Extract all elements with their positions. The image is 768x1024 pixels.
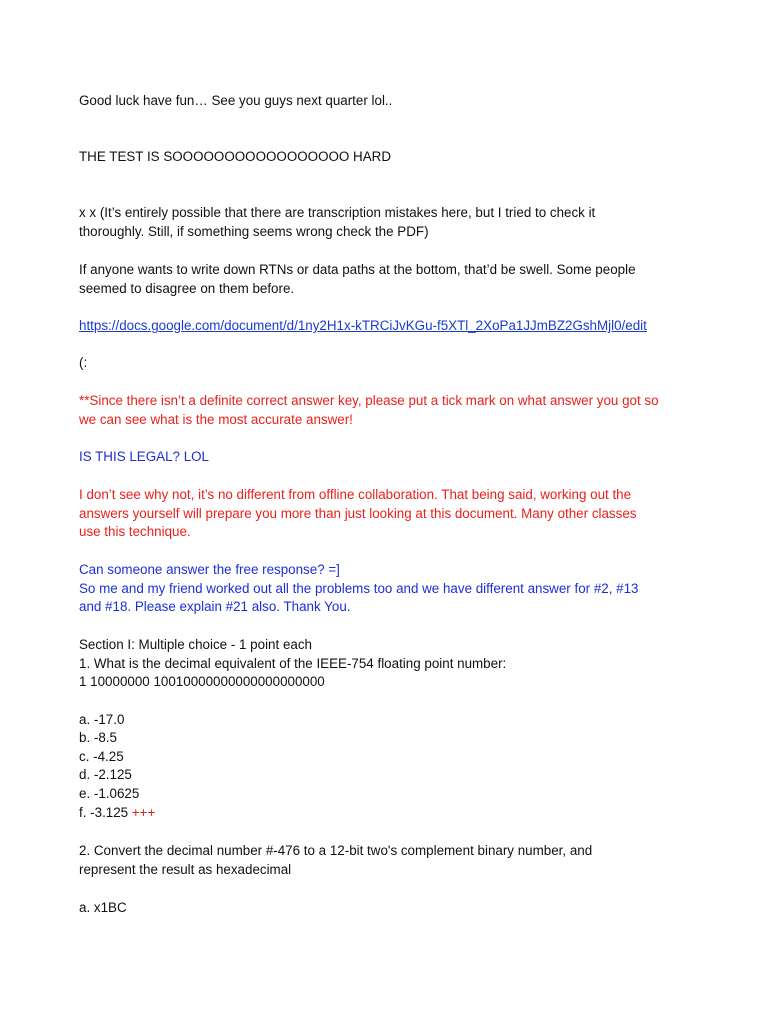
question-1-bits: 1 10000000 10010000000000000000000 [79, 674, 325, 689]
q1-option-e: e. -1.0625 [79, 786, 140, 801]
answer-key-note-line2: we can see what is the most accurate answer! [79, 412, 353, 427]
question-2-text-line1: 2. Convert the decimal number #-476 to a 12-bit two's complement binary number, and [79, 843, 593, 858]
different-answers-line2: and #18. Please explain #21 also. Thank You. [79, 599, 351, 614]
answer-key-note-line1: **Since there isn’t a definite correct answer key, please put a tick mark on what answer you got so [79, 393, 659, 408]
q1-option-c: c. -4.25 [79, 749, 124, 764]
transcription-note-line1: x x (It’s entirely possible that there are transcription mistakes here, but I tried to check it [79, 205, 596, 220]
question-2-text-line2: represent the result as hexadecimal [79, 862, 292, 877]
different-answers-line1: So me and my friend worked out all the problems too and we have different answer for #2, #13 [79, 581, 639, 596]
intro-line: Good luck have fun… See you guys next quarter lol.. [79, 93, 393, 108]
q2-option-a: a. x1BC [79, 900, 127, 915]
q1-option-d: d. -2.125 [79, 767, 132, 782]
legal-answer-line3: use this technique. [79, 524, 191, 539]
smile-text: (: [79, 355, 88, 370]
q1-option-f [79, 804, 155, 822]
q1-option-f-label: f. -3.125 [79, 805, 132, 820]
rtn-request-line2: seemed to disagree on them before. [79, 281, 295, 296]
free-response-request: Can someone answer the free response? =] [79, 562, 340, 577]
transcription-note-line2: thoroughly. Still, if something seems wrong check the PDF) [79, 224, 429, 239]
q1-option-b: b. -8.5 [79, 730, 117, 745]
google-doc-link[interactable]: https://docs.google.com/document/d/1ny2H1x-kTRCiJvKGu-f5XTl_2XoPa1JJmBZ2GshMjl0/edit [79, 318, 647, 333]
q1-option-a: a. -17.0 [79, 712, 125, 727]
legal-answer-line2: answers yourself will prepare you more than just looking at this document. Many other classes [79, 506, 637, 521]
question-1-text: 1. What is the decimal equivalent of the IEEE-754 floating point number: [79, 656, 507, 671]
rtn-request-line1: If anyone wants to write down RTNs or data paths at the bottom, that’d be swell. Some people [79, 262, 636, 277]
intro-shout: THE TEST IS SOOOOOOOOOOOOOOOOO HARD [79, 149, 391, 164]
legal-answer-line1: I don’t see why not, it’s no different from offline collaboration. That being said, working out the [79, 487, 632, 502]
section-heading: Section I: Multiple choice - 1 point each [79, 637, 312, 652]
tick-mark: +++ [131, 805, 156, 820]
legal-question: IS THIS LEGAL? LOL [79, 449, 210, 464]
